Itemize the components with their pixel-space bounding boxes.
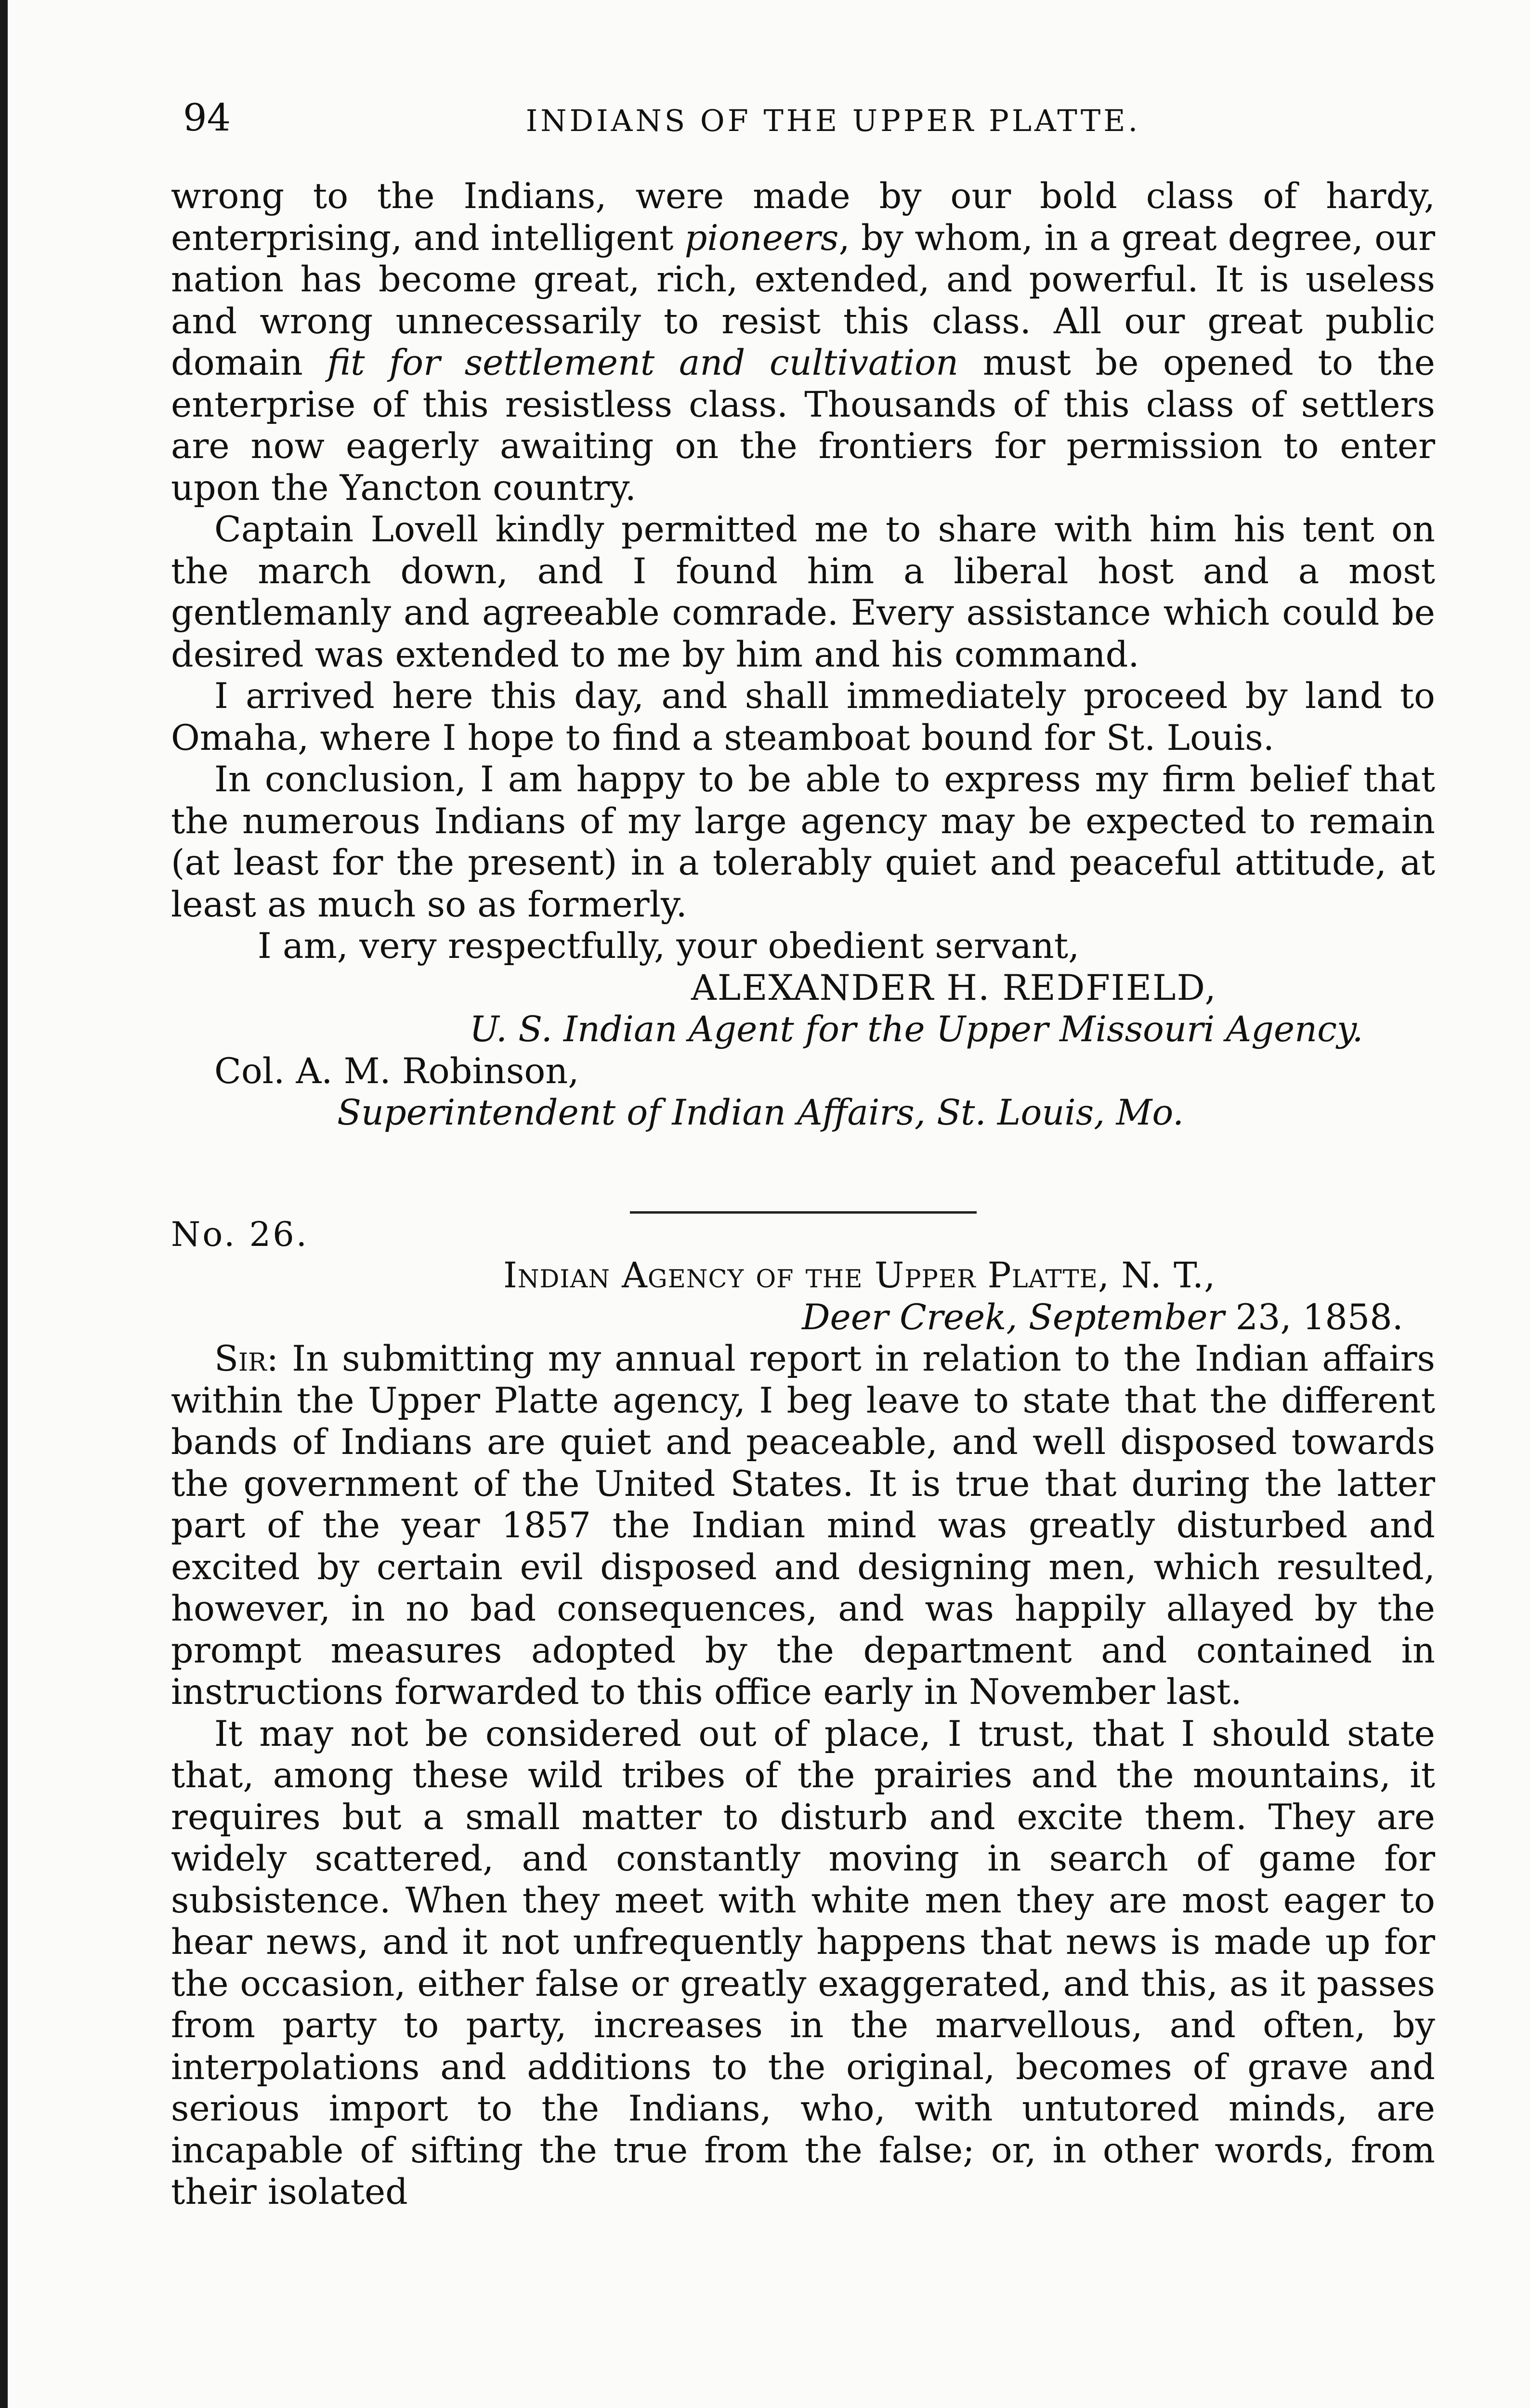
addressee: Col. A. M. Robinson,: [214, 1050, 579, 1092]
paragraph: [171, 176, 1435, 509]
salutation: Sir:: [214, 1338, 279, 1379]
paragraph: [171, 1338, 1435, 1714]
paragraph: In conclusion, I am happy to be able to express my firm belief that the numerous Indians of my large agency may be expected to remain (at least for the present) in a tolerably quiet and peaceful attitude, at least as much so as formerly.: [171, 759, 1435, 925]
page-number: 94: [183, 96, 231, 140]
text-run: , by whom, in a great degree, our nation has become great, rich, extended, and powerful. It is useless and wrong unnecessarily to resist this class. All our great public domain: [171, 217, 1435, 383]
italic-text: pioneers: [684, 217, 839, 259]
paragraph: It may not be considered out of place, I trust, that I should state that, among these wild tribes of the prairies and the mountains, it requires but a small matter to disturb and excite them. They are widely scattered, and constantly moving in search of game for subsistence. When they meet with white men they are most eager to hear news, and it not unfrequently happens that news is made up for the occasion, either false or greatly exaggerated, and this, as it passes from party to party, increases in the marvellous, and often, by interpolations and additions to the original, becomes of grave and serious import to the Indians, who, with untutored minds, are incapable of sifting the true from the false; or, in other words, from their isolated: [171, 1713, 1435, 2212]
dateline-year: 23, 1858.: [1235, 1296, 1403, 1338]
page-body: [171, 176, 1435, 2213]
running-title: INDIANS OF THE UPPER PLATTE.: [525, 103, 1141, 138]
signature-title: U. S. Indian Agent for the Upper Missouri Agency.: [470, 1009, 1363, 1050]
text-run: In submitting my annual report in relation to the Indian affairs within the Upper Platte agency, I beg leave to state that the different bands of Indians are quiet and peaceable, and well disposed towards the government of the United States. It is true that during the latter part of the year 1857 the Indian mind was greatly disturbed and excited by certain evil disposed and designing men, which resulted, however, in no bad consequences, and was happily allayed by the prompt measures adopted by the department and contained in instructions forwarded to this office early in November last.: [171, 1338, 1435, 1713]
paragraph: I arrived here this day, and shall immediately proceed by land to Omaha, where I hope to find a steamboat bound for St. Louis.: [171, 676, 1435, 759]
addressee-title: Superintendent of Indian Affairs, St. Louis, Mo.: [337, 1092, 1184, 1133]
dateline-date-text: Deer Creek, September: [802, 1296, 1225, 1338]
scan-edge: [0, 0, 8, 2408]
italic-text: fit for settlement and cultivation: [327, 342, 959, 383]
dateline-place: Indian Agency of the Upper Platte, N. T.,: [503, 1255, 1216, 1296]
paragraph: Captain Lovell kindly permitted me to share with him his tent on the march down, and I found him a liberal host and a most gentlemanly and agreeable comrade. Every assistance which could be desired was extended to me by him and his command.: [171, 509, 1435, 675]
text-run: wrong to the Indians, were made by our bold class of hardy, enterprising, and intelligent: [171, 176, 1435, 259]
dateline-date: [171, 1297, 1435, 1339]
signature-name: ALEXANDER H. REDFIELD,: [691, 967, 1217, 1008]
text-run: must be opened to the enterprise of this resistless class. Thousands of this class of settlers are now eagerly awaiting on the frontiers for permission to enter upon the Yancton country.: [171, 342, 1435, 509]
closing: I am, very respectfully, your obedient servant,: [258, 926, 1080, 967]
page-header: [173, 94, 1435, 152]
document-number: No. 26.: [171, 1214, 309, 1254]
